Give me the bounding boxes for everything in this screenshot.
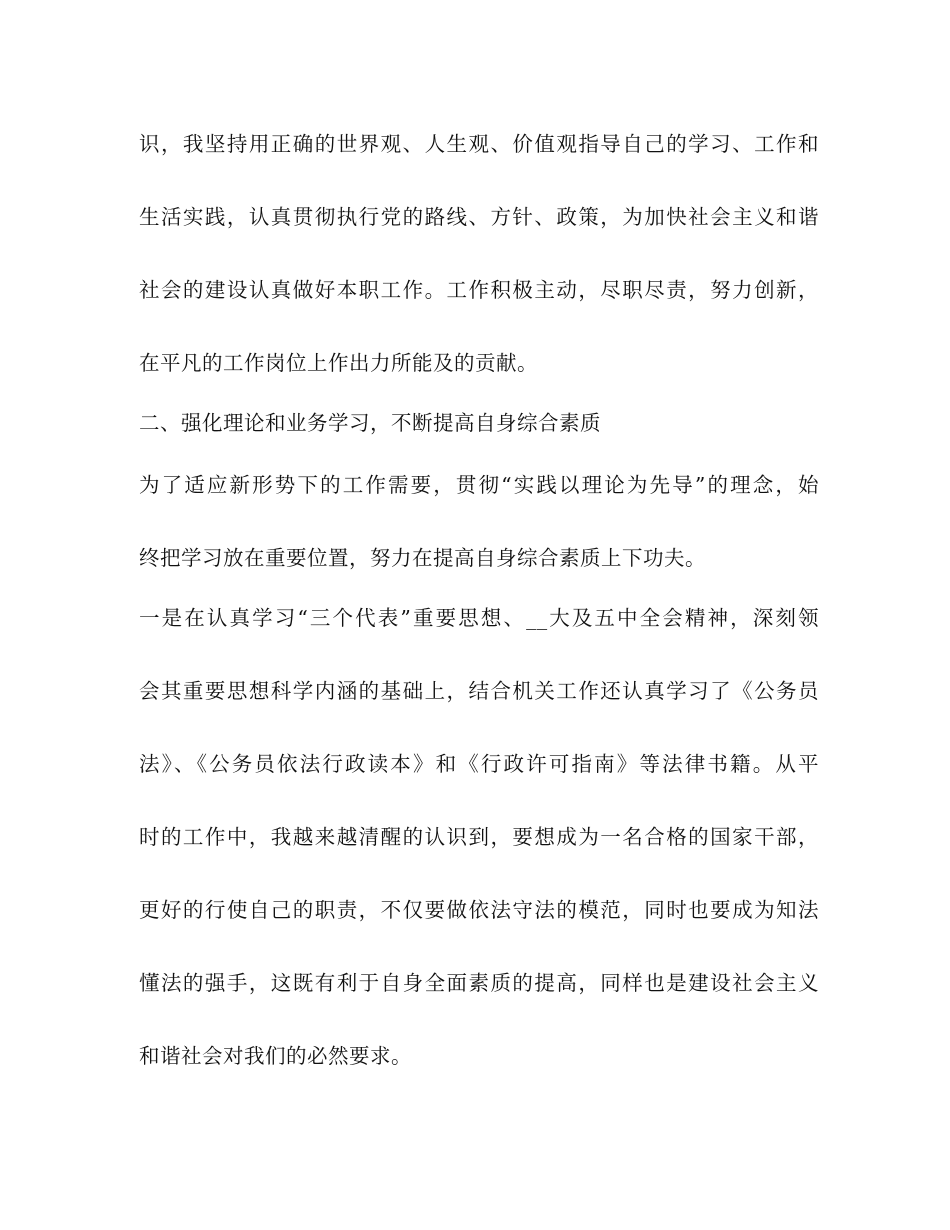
paragraph-line-11: 更好的行使自己的职责，不仅要做依法守法的模范，同时也要成为知法 — [139, 898, 819, 922]
paragraph-line-12: 懂法的强手，这既有利于自身全面素质的提高，同样也是建设社会主义 — [139, 971, 819, 995]
paragraph-line-9: 法》、《公务员依法行政读本》和《行政许可指南》等法律书籍。从平 — [139, 752, 819, 776]
paragraph-line-5: 为了适应新形势下的工作需要，贯彻“实践以理论为先导”的理念，始 — [139, 473, 819, 497]
paragraph-line-8: 会其重要思想科学内涵的基础上，结合机关工作还认真学习了《公务员 — [139, 679, 819, 703]
paragraph-line-13: 和谐社会对我们的必然要求。 — [139, 1044, 412, 1068]
paragraph-line-3: 社会的建设认真做好本职工作。工作积极主动，尽职尽责，努力创新， — [139, 278, 819, 302]
paragraph-line-10: 时的工作中，我越来越清醒的认识到，要想成为一名合格的国家干部， — [139, 825, 819, 849]
paragraph-line-4: 在平凡的工作岗位上作出力所能及的贡献。 — [139, 351, 538, 375]
paragraph-line-7: 一是在认真学习“三个代表”重要思想、__大及五中全会精神，深刻领 — [139, 606, 819, 630]
paragraph-line-1: 识，我坚持用正确的世界观、人生观、价值观指导自己的学习、工作和 — [139, 132, 819, 156]
paragraph-line-6: 终把学习放在重要位置，努力在提高自身综合素质上下功夫。 — [139, 546, 706, 570]
paragraph-line-2: 生活实践，认真贯彻执行党的路线、方针、政策，为加快社会主义和谐 — [139, 205, 819, 229]
section-heading: 二、强化理论和业务学习，不断提高自身综合素质 — [139, 411, 601, 435]
